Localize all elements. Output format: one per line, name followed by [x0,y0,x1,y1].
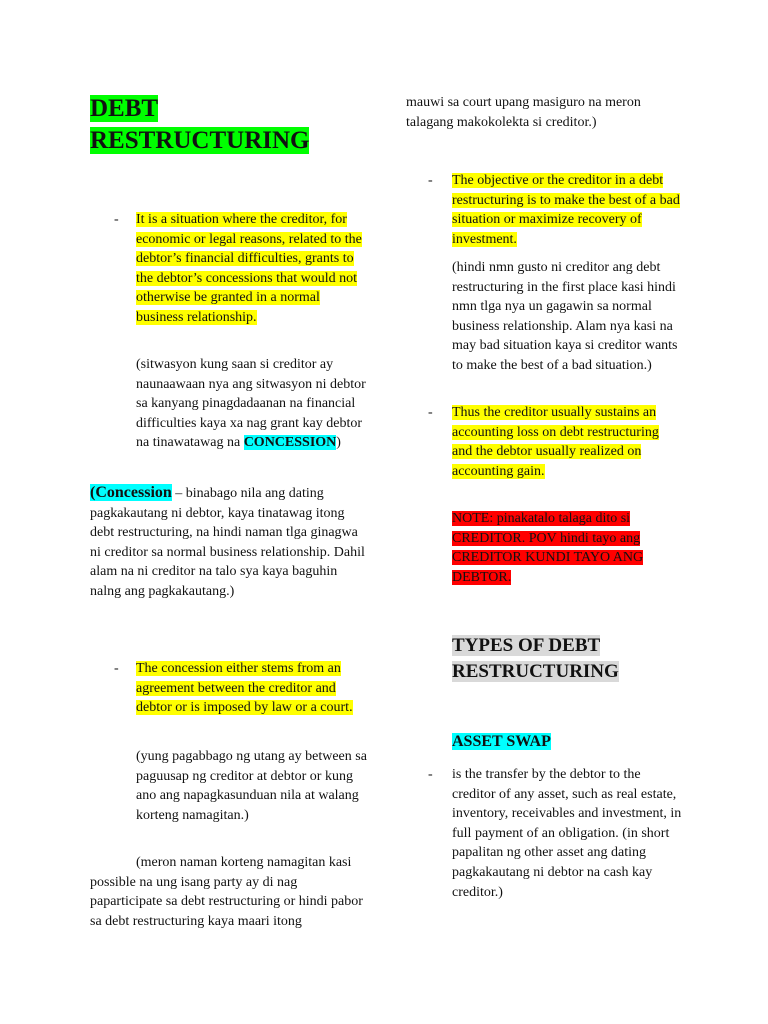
concession-keyword: CONCESSION [243,435,337,451]
paragraph-continued [406,93,686,132]
note-box [452,509,674,587]
concession-lead: (Concession [90,484,172,501]
bullet-dash: - [114,212,119,227]
title-line-2: RESTRUCTURING [90,127,310,154]
asset-swap-label: ASSET SWAP [452,733,551,750]
note-text: NOTE: pinakatalo talaga dito si CREDITOR. POV hindi tayo ang CREDITOR KUNDI TAYO ANG DEBTOR. [452,511,644,585]
paragraph-sitwasyon: (sitwasyon kung saan si creditor ay naunaawaan nya ang sitwasyon ni debtor sa kanyang pinagdadaanan na financial difficulties kaya xa nag grant kay debtor na tinawatawag na CONCESSION) [136,357,366,451]
objective-text: The objective or the creditor in a debt restructuring is to make the best of a bad situation or maximize recovery of investment. [452,173,680,247]
paragraph-korte [90,853,368,931]
bullet-dash: - [114,661,119,676]
hindi-gusto-text: (hindi nmn gusto ni creditor ang debt restructuring in the first place kasi hindi nmn tlga nya un gagawin sa normal business relationship. Alam nya kasi na may bad situation kaya si creditor wants to make the best of a bad situation.) [452,260,678,373]
paragraph-hindi-gusto [452,258,682,376]
korte-text: (meron naman korteng namagitan kasi possible na ung isang party ay di nag paparticipate sa debt restructuring or hindi pabor sa debt restructuring kaya maari itong [90,855,363,929]
paragraph-concession [90,483,368,602]
concession-source-text: The concession either stems from an agreement between the creditor and debtor or is imposed by law or a court. [136,661,353,716]
paragraph-pagabbago [136,747,368,825]
bullet-dash: - [428,767,433,782]
sitwasyon-text: (sitwasyon kung saan si creditor ay naunaawaan nya ang sitwasyon ni debtor sa kanyang pinagdadaanan na financial difficulties kaya xa nag grant kay debtor na tinawatawag na [136,357,366,451]
types-heading [452,633,692,684]
accounting-loss-text: Thus the creditor usually sustains an accounting loss on debt restructuring and the debtor usually realized on accounting gain. [452,405,659,479]
asset-swap-text: is the transfer by the debtor to the creditor of any asset, such as real estate, inventory, receivables and investment, in full payment of an obligation. (in short papalitan ng other asset ang dating pagkakautang ni debtor na cash kay creditor.) [452,767,682,900]
continued-text: mauwi sa court upang masiguro na meron talagang makokolekta si creditor.) [406,95,641,130]
pagabbago-text: (yung pagabbago ng utang ay between sa paguusap ng creditor at debtor or kung ano ang napagkasunduan nila at walang korteng namagitan.) [136,749,367,823]
definition-text: It is a situation where the creditor, for economic or legal reasons, related to the debtor’s financial difficulties, grants to the debtor’s concessions that would not otherwise be granted in a normal business relationship. [136,212,362,325]
bullet-dash: - [428,173,433,188]
types-heading-line-1: TYPES OF DEBT [452,635,601,656]
asset-swap-heading [452,731,652,752]
document-title [90,93,350,157]
title-line-1: DEBT [90,95,159,122]
bullet-dash: - [428,405,433,420]
types-heading-line-2: RESTRUCTURING [452,660,619,682]
concession-text: – binabago nila ang dating pagkakautang ni debtor, kaya tinatawag itong debt restructuring, na hindi naman tlga ginagwa ni creditor sa normal business relationship. Dahil alam na ni creditor na talo sya kaya baguhin nalng ang pagkakautang.) [90,486,365,599]
